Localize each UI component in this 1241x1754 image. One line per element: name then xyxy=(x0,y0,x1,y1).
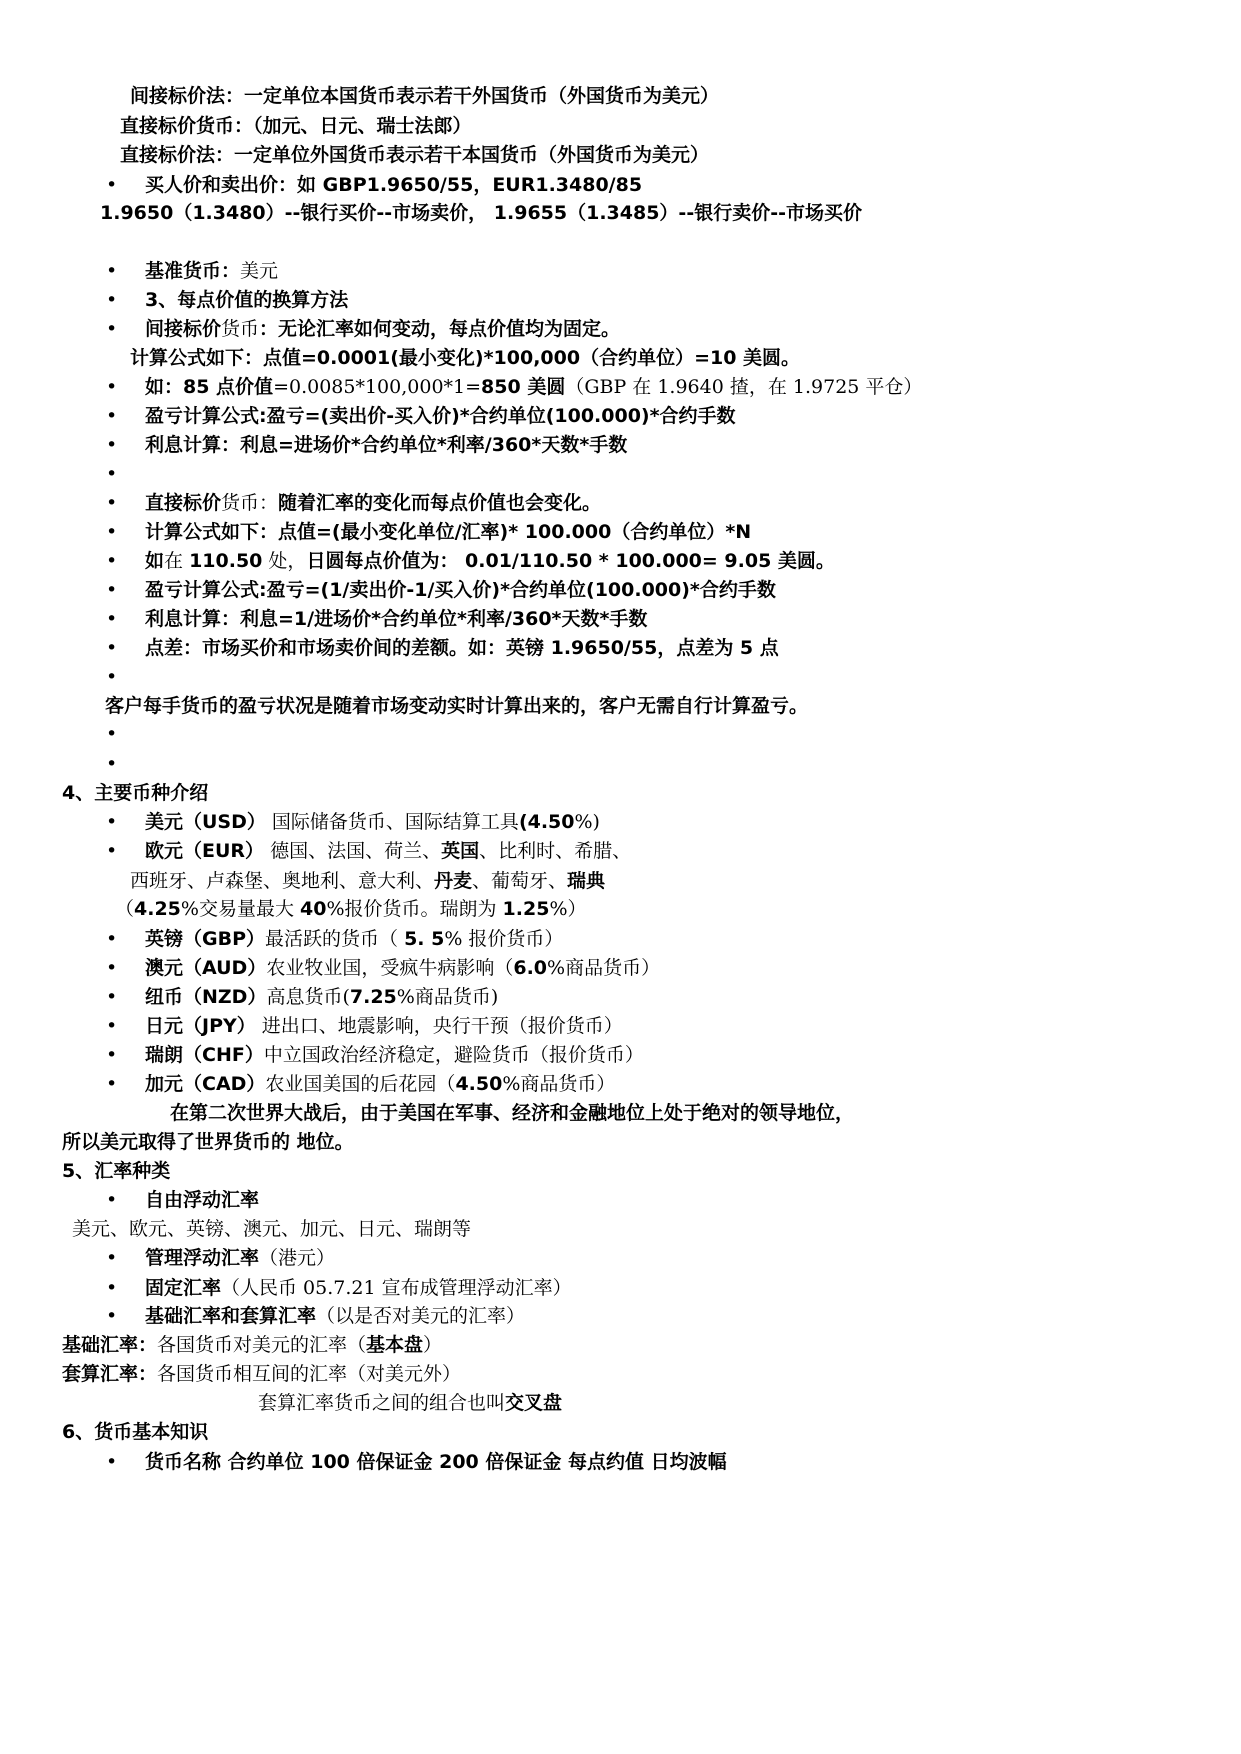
text-segment: （ xyxy=(115,898,135,920)
text-line xyxy=(145,404,736,428)
text-line xyxy=(170,1101,854,1125)
bullet-icon: • xyxy=(106,174,118,196)
text-segment: 自由浮动汇率 xyxy=(145,1189,260,1211)
text-segment: 基础汇率和套算汇率 xyxy=(145,1305,317,1327)
text-segment: 货币 xyxy=(221,318,260,340)
text-line xyxy=(100,201,862,225)
text-segment: 在 xyxy=(164,550,190,572)
text-segment: 基准货币： xyxy=(145,260,241,282)
text-segment: 间接标价法：一定单位本国货币表示若干外国货币（外国货币为美元） xyxy=(130,85,720,107)
text-segment: 7.25 xyxy=(349,986,397,1008)
text-line xyxy=(105,694,808,718)
bullet-icon: • xyxy=(106,289,118,311)
text-line xyxy=(130,869,605,893)
text-segment: 850 美圆 xyxy=(481,376,566,398)
text-line xyxy=(62,1420,208,1444)
text-segment: 日元（JPY） xyxy=(145,1015,256,1037)
text-segment: 、葡萄牙、 xyxy=(472,870,568,892)
bullet-icon: • xyxy=(106,840,118,862)
text-line xyxy=(145,1043,644,1067)
text-segment: 农业国美国的后花园（ xyxy=(265,1073,456,1095)
bullet-icon: • xyxy=(106,928,118,950)
text-line xyxy=(145,520,751,544)
text-segment: 盈亏计算公式:盈亏=(1/卖出价-1/买入价)*合约单位(100.000)*合约手数 xyxy=(145,579,776,601)
text-segment: 西班牙、卢森堡、奥地利、意大利、 xyxy=(130,870,435,892)
text-line xyxy=(62,1130,354,1154)
text-segment: 客户每手货币的盈亏状况是随着市场变动实时计算出来的，客户无需自行计算盈亏。 xyxy=(105,695,809,717)
text-segment: 计算公式如下：点值=(最小变化单位/汇率)* 100.000（合约单位）*N xyxy=(145,521,752,543)
bullet-icon: • xyxy=(106,666,118,688)
text-segment: 40 xyxy=(300,898,327,920)
text-segment: 中立国政治经济稳定，避险货币（报价货币） xyxy=(263,1044,644,1066)
text-segment: %报价货币。瑞朗为 xyxy=(326,898,503,920)
text-segment: 交叉盘 xyxy=(505,1392,563,1414)
text-line xyxy=(145,927,563,951)
bullet-icon: • xyxy=(106,521,118,543)
bullet-icon: • xyxy=(106,318,118,340)
text-line xyxy=(145,288,348,312)
text-segment: 1.9650（1.3480）--银行买价--市场卖价， 1.9655（1.3485）--银行卖价--市场买价 xyxy=(100,202,862,224)
text-segment: %商品货币） xyxy=(502,1073,616,1095)
text-segment: 5、汇率种类 xyxy=(62,1160,171,1182)
text-segment: 6、货币基本知识 xyxy=(62,1421,209,1443)
text-segment: %） xyxy=(549,898,587,920)
text-segment: 各国货币相互间的汇率（对美元外） xyxy=(157,1363,462,1385)
text-segment: 所以美元取得了世界货币的 地位。 xyxy=(62,1131,354,1153)
text-line xyxy=(145,607,647,631)
text-segment: 随着汇率的变化而每点价值也会变化。 xyxy=(278,492,602,514)
text-line xyxy=(72,1217,471,1241)
text-line xyxy=(62,1333,442,1357)
text-segment: 计算公式如下：点值=0.0001(最小变化)*100,000（合约单位）=10 美圆。 xyxy=(130,347,801,369)
text-segment: =0.0085*100,000*1= xyxy=(273,376,482,398)
bullet-icon: • xyxy=(106,260,118,282)
bullet-icon: • xyxy=(106,492,118,514)
bullet-icon: • xyxy=(106,1451,118,1473)
text-line xyxy=(145,491,601,515)
text-line xyxy=(145,375,922,399)
text-line xyxy=(145,636,779,660)
bullet-icon: • xyxy=(106,637,118,659)
text-segment: 110.50 xyxy=(189,550,263,572)
text-segment: 农业牧业国，受疯牛病影响（ xyxy=(266,957,514,979)
text-line xyxy=(145,549,835,573)
bullet-icon: • xyxy=(106,1247,118,1269)
text-segment: 加元（CAD） xyxy=(145,1073,266,1095)
text-segment: 如 xyxy=(145,550,165,572)
text-segment: 直接标价 xyxy=(145,492,222,514)
text-segment: （港元） xyxy=(259,1247,336,1269)
text-segment: 澳元（AUD） xyxy=(145,957,267,979)
text-segment: 、比利时、希腊、 xyxy=(479,840,632,862)
bullet-icon: • xyxy=(106,550,118,572)
text-line xyxy=(145,839,631,863)
text-line xyxy=(145,1450,727,1474)
text-segment: 丹麦 xyxy=(434,870,473,892)
text-segment: 5. 5 xyxy=(404,928,445,950)
text-segment: 6.0 xyxy=(513,957,548,979)
text-line xyxy=(145,1072,615,1096)
text-segment: %商品货币) xyxy=(396,986,499,1008)
text-line xyxy=(145,1276,572,1300)
text-line xyxy=(145,173,642,197)
bullet-icon: • xyxy=(106,1044,118,1066)
text-segment: 处， xyxy=(262,550,307,572)
bullet-icon: • xyxy=(106,463,118,485)
bullet-icon: • xyxy=(106,434,118,456)
text-line xyxy=(130,84,719,108)
text-segment: 高息货币( xyxy=(266,986,350,1008)
text-segment: 点差：市场买价和市场卖价间的差额。如：英镑 1.9650/55，点差为 5 点 xyxy=(145,637,779,659)
text-segment: 1.25 xyxy=(502,898,550,920)
text-segment: (4.50 xyxy=(518,811,575,833)
text-line xyxy=(115,897,587,921)
text-segment: %) xyxy=(574,811,600,833)
text-segment: 直接标价货币：（加元、日元、瑞士法郎） xyxy=(120,115,472,137)
text-segment: 各国货币对美元的汇率（ xyxy=(157,1334,367,1356)
bullet-icon: • xyxy=(106,1277,118,1299)
text-line xyxy=(145,1188,259,1212)
bullet-icon: • xyxy=(106,579,118,601)
text-segment: 4、主要币种介绍 xyxy=(62,782,209,804)
bullet-icon: • xyxy=(106,376,118,398)
text-segment: 基本盘 xyxy=(366,1334,424,1356)
text-line xyxy=(130,346,800,370)
text-segment: 4.25 xyxy=(134,898,181,920)
bullet-icon: • xyxy=(106,405,118,427)
bullet-icon: • xyxy=(106,1189,118,1211)
text-segment: 管理浮动汇率 xyxy=(145,1247,260,1269)
text-segment: 英镑（GBP） xyxy=(145,928,266,950)
text-segment: 瑞朗（CHF） xyxy=(145,1044,264,1066)
text-segment: 欧元（EUR） xyxy=(145,840,265,862)
bullet-icon: • xyxy=(106,811,118,833)
bullet-icon: • xyxy=(106,957,118,979)
text-segment: （人民币 05.7.21 宣布成管理浮动汇率） xyxy=(221,1277,572,1299)
text-segment: 最活跃的货币（ xyxy=(265,928,405,950)
text-line xyxy=(258,1391,562,1415)
text-segment: 直接标价法：一定单位外国货币表示若干本国货币（外国货币为美元） xyxy=(120,144,710,166)
text-segment: 利息计算：利息=1/进场价*合约单位*利率/360*天数*手数 xyxy=(145,608,648,630)
text-segment: 固定汇率 xyxy=(145,1277,222,1299)
text-segment: 套算汇率： xyxy=(62,1363,158,1385)
text-line xyxy=(145,1304,525,1328)
text-segment: 英国 xyxy=(441,840,480,862)
text-segment: 德国、法国、荷兰、 xyxy=(264,840,442,862)
text-segment: （以是否对美元的汇率） xyxy=(316,1305,526,1327)
text-segment: （GBP 在 1.9640 揸，在 1.9725 平仓） xyxy=(565,376,923,398)
text-line xyxy=(62,781,208,805)
text-line xyxy=(145,985,498,1009)
text-segment: 3、每点价值的换算方法 xyxy=(145,289,349,311)
text-segment: 在第二次世界大战后，由于美国在军事、经济和金融地位上处于绝对的领导地位， xyxy=(170,1102,855,1124)
text-segment: % 报价货币） xyxy=(444,928,564,950)
text-segment: 进出口、地震影响，央行干预（报价货币） xyxy=(255,1015,623,1037)
bullet-icon: • xyxy=(106,1073,118,1095)
text-segment: 利息计算：利息=进场价*合约单位*利率/360*天数*手数 xyxy=(145,434,628,456)
bullet-icon: • xyxy=(106,753,118,775)
text-segment: 日圆每点价值为： 0.01/110.50 * 100.000= 9.05 美圆。 xyxy=(306,550,835,572)
text-segment: 货币： xyxy=(221,492,279,514)
text-segment: 美元（USD） xyxy=(145,811,266,833)
bullet-icon: • xyxy=(106,608,118,630)
text-segment: 如：85 点价值 xyxy=(145,376,274,398)
text-segment: 间接标价 xyxy=(145,318,222,340)
text-segment: 基础汇率： xyxy=(62,1334,158,1356)
text-line xyxy=(120,114,472,138)
text-line xyxy=(145,433,627,457)
text-segment: %商品货币） xyxy=(547,957,661,979)
text-line xyxy=(145,956,660,980)
text-line xyxy=(145,1246,335,1270)
bullet-icon: • xyxy=(106,986,118,1008)
text-line xyxy=(145,1014,623,1038)
text-segment: 纽币（NZD） xyxy=(145,986,267,1008)
text-segment: 套算汇率货币之间的组合也叫 xyxy=(258,1392,506,1414)
text-segment: 美元、欧元、英镑、澳元、加元、日元、瑞朗等 xyxy=(72,1218,472,1240)
bullet-icon: • xyxy=(106,723,118,745)
text-line xyxy=(145,259,278,283)
text-line xyxy=(145,317,620,341)
text-segment: 美元 xyxy=(240,260,279,282)
text-segment: 盈亏计算公式:盈亏=(卖出价-买入价)*合约单位(100.000)*合约手数 xyxy=(145,405,736,427)
text-line xyxy=(62,1159,170,1183)
text-segment: ） xyxy=(423,1334,443,1356)
text-line xyxy=(62,1362,461,1386)
bullet-icon: • xyxy=(106,1015,118,1037)
text-segment: 瑞典 xyxy=(567,870,606,892)
text-line xyxy=(145,578,776,602)
text-segment: 国际储备货币、国际结算工具 xyxy=(265,811,519,833)
bullet-icon: • xyxy=(106,1305,118,1327)
text-line xyxy=(145,810,600,834)
text-segment: 货币名称 合约单位 100 倍保证金 200 倍保证金 每点约值 日均波幅 xyxy=(145,1451,727,1473)
text-segment: ：无论汇率如何变动，每点价值均为固定。 xyxy=(259,318,621,340)
text-segment: 4.50 xyxy=(455,1073,503,1095)
text-segment: 买人价和卖出价：如 GBP1.9650/55，EUR1.3480/85 xyxy=(145,174,643,196)
text-line xyxy=(120,143,709,167)
text-segment: %交易量最大 xyxy=(180,898,300,920)
